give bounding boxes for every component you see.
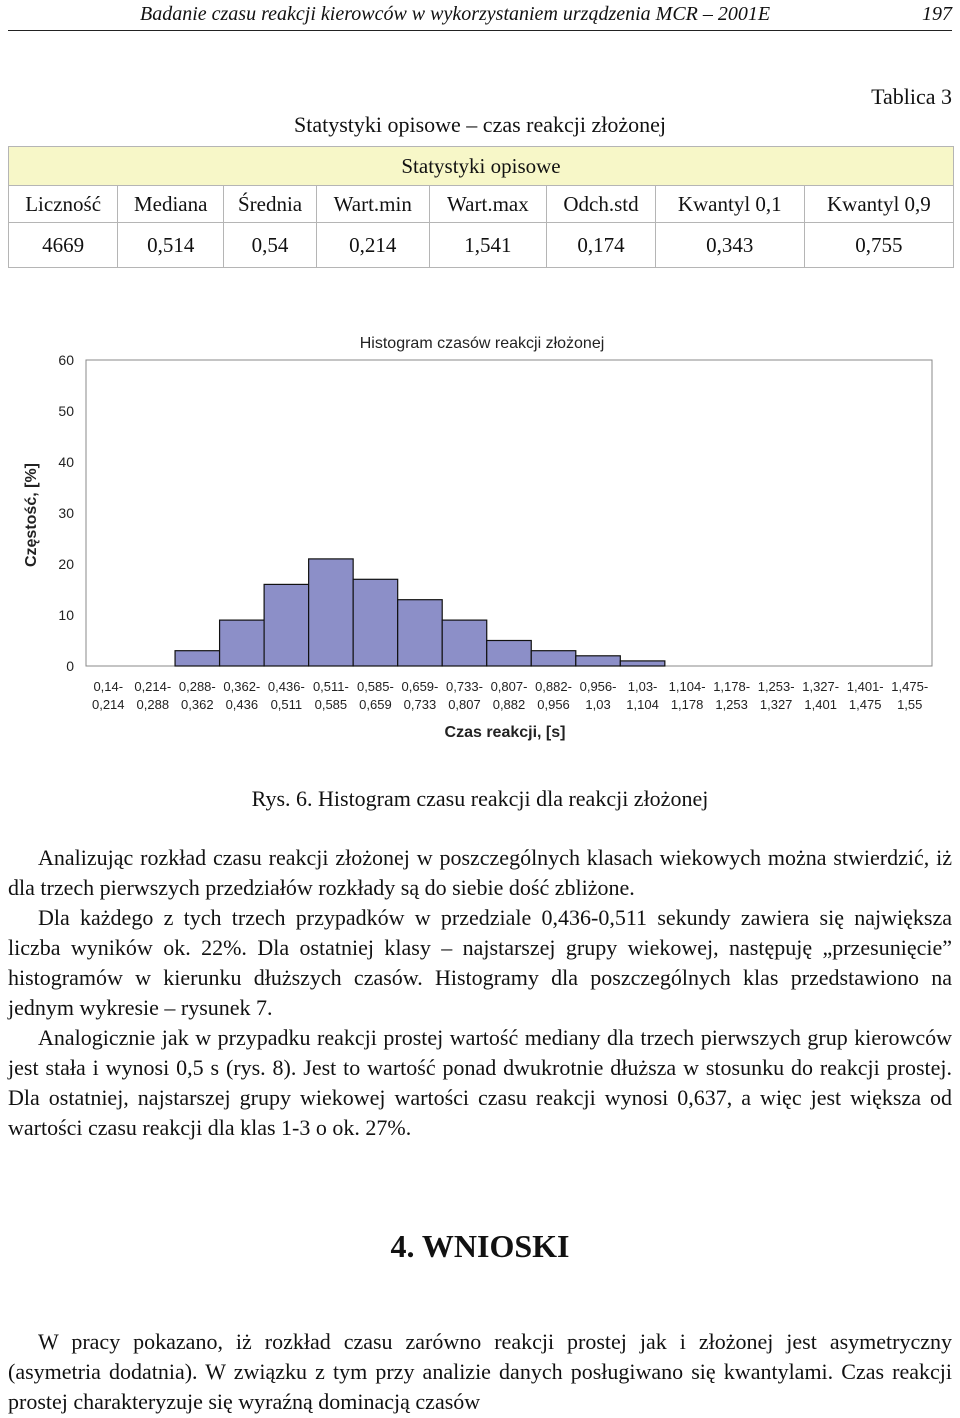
x-tick-label: 1,401 bbox=[804, 697, 837, 712]
x-axis-label: Czas reakcji, [s] bbox=[444, 724, 566, 741]
table-value-cell: 0,755 bbox=[804, 223, 953, 268]
x-tick-label: 1,104- bbox=[668, 679, 706, 694]
y-axis-label: Częstość, [%] bbox=[23, 462, 40, 568]
table-value-cell: 0,514 bbox=[118, 223, 224, 268]
x-tick-label: 0,733- bbox=[446, 679, 483, 694]
section-heading: 4. WNIOSKI bbox=[390, 1228, 570, 1264]
paragraph: Analizując rozkład czasu reakcji złożonej w poszczególnych klasach wiekowych można stwierdzić, iż dla trzech pierwszych przedziałów rozkłady są do siebie dość zbliżone. bbox=[8, 845, 952, 900]
x-tick-label: 0,585- bbox=[356, 679, 394, 694]
chart-title: Histogram czasów reakcji złożonej bbox=[359, 335, 605, 352]
figure-caption: Rys. 6. Histogram czasu reakcji dla reakcji złożonej bbox=[251, 786, 709, 811]
table-header-cell: Odch.std bbox=[547, 186, 655, 223]
x-tick-label: 1,55 bbox=[897, 697, 923, 712]
table-header-cell: Mediana bbox=[118, 186, 224, 223]
x-tick-label: 0,882- bbox=[535, 679, 572, 694]
table-header-cell: Kwantyl 0,1 bbox=[655, 186, 804, 223]
x-tick-label: 1,104 bbox=[626, 697, 659, 712]
x-tick-label: 1,178 bbox=[670, 697, 704, 712]
x-tick-label: 0,214- bbox=[134, 679, 172, 694]
paragraph: W pracy pokazano, iż rozkład czasu zarówno reakcji prostej jak i złożonej jest asymetryczny (asymetria dodatnia). W związku z tym przy analizie danych posługiwano się kwantylami. Czas reakcji prostej charakteryzuje się wyraźną dominacją czasów bbox=[8, 1329, 952, 1414]
table-label: Tablica 3 bbox=[871, 84, 952, 109]
histogram-bar bbox=[309, 559, 354, 666]
table-row bbox=[9, 223, 954, 268]
paragraph: Dla każdego z tych trzech przypadków w przedziale 0,436-0,511 sekundy zawiera się największa liczba wyników ok. 22%. Dla ostatniej klasy – najstarszej grupy wiekowej, następuję „przesunięcie” histogramów w kierunku dłuższych czasów. Histogramy dla poszczególnych klas przedstawiono na jednym wykresie – rysunek 7. bbox=[8, 905, 952, 1020]
x-tick-label: 0,436 bbox=[225, 697, 259, 712]
histogram-bar bbox=[398, 600, 443, 666]
y-tick-label: 20 bbox=[58, 556, 74, 572]
x-tick-label: 1,475- bbox=[891, 679, 929, 694]
histogram-bar bbox=[175, 651, 220, 666]
plot-frame bbox=[86, 360, 932, 666]
table-group-row bbox=[9, 147, 954, 186]
histogram-bar bbox=[264, 584, 309, 666]
x-tick-label: 0,362 bbox=[181, 697, 214, 712]
histogram-bar bbox=[487, 641, 532, 667]
x-tick-label: 0,511 bbox=[270, 697, 303, 712]
y-tick-label: 50 bbox=[58, 403, 74, 419]
histogram-bar bbox=[442, 620, 487, 666]
table-title: Statystyki opisowe – czas reakcji złożonej bbox=[293, 112, 667, 137]
x-tick-label: 0,956- bbox=[579, 679, 617, 694]
table-value-cell: 0,214 bbox=[316, 223, 429, 268]
paragraph: Analogicznie jak w przypadku reakcji prostej wartość mediany dla trzech pierwszych grup kierowców jest stała i wynosi 0,5 s (rys. 8). Jest to wartość ponad dwukrotnie dłuższa w stosunku do reakcji prostej. Dla ostatniej, najstarszej grupy wiekowej wartości czasu reakcji wynosi 0,637, a więc jest większa od wartości czasu reakcji dla klas 1-3 o ok. 27%. bbox=[8, 1025, 952, 1140]
x-tick-label: 1,401- bbox=[846, 679, 884, 694]
histogram-bar bbox=[531, 651, 576, 666]
table-value-cell: 4669 bbox=[9, 223, 118, 268]
x-tick-label: 0,436- bbox=[267, 679, 305, 694]
x-tick-label: 1,475 bbox=[848, 697, 882, 712]
table-header-cell: Wart.min bbox=[316, 186, 429, 223]
x-tick-label: 0,14- bbox=[93, 679, 124, 694]
histogram-bar bbox=[353, 579, 398, 666]
x-tick-label: 1,178- bbox=[713, 679, 751, 694]
conclusion-text bbox=[8, 1327, 952, 1417]
table-header-row bbox=[9, 186, 954, 223]
y-tick-label: 0 bbox=[66, 658, 74, 674]
x-tick-label: 0,585 bbox=[314, 697, 348, 712]
page-number: 197 bbox=[922, 3, 952, 25]
table-group-header: Statystyki opisowe bbox=[9, 147, 954, 186]
x-tick-label: 1,03- bbox=[627, 679, 658, 694]
histogram-bar bbox=[220, 620, 265, 666]
x-tick-label: 1,253- bbox=[757, 679, 795, 694]
y-tick-label: 10 bbox=[58, 607, 74, 623]
stats-table bbox=[8, 146, 954, 268]
y-tick-label: 60 bbox=[58, 352, 74, 368]
x-tick-label: 0,882 bbox=[492, 697, 526, 712]
x-tick-label: 0,511- bbox=[312, 679, 349, 694]
x-tick-label: 0,214 bbox=[91, 697, 125, 712]
body-text bbox=[8, 843, 952, 1143]
y-tick-label: 40 bbox=[58, 454, 74, 470]
running-head-title: Badanie czasu reakcji kierowców w wykorzystaniem urządzenia MCR – 2001E bbox=[140, 3, 771, 25]
table-value-cell: 0,174 bbox=[547, 223, 655, 268]
table-header-cell: Wart.max bbox=[429, 186, 547, 223]
x-tick-label: 0,288- bbox=[178, 679, 216, 694]
x-tick-label: 0,733 bbox=[403, 697, 437, 712]
y-tick-label: 30 bbox=[58, 505, 74, 521]
histogram-bar bbox=[620, 661, 665, 666]
header-rule bbox=[8, 30, 952, 31]
x-tick-label: 0,807- bbox=[490, 679, 528, 694]
table-value-cell: 1,541 bbox=[429, 223, 547, 268]
x-tick-label: 0,288 bbox=[136, 697, 170, 712]
histogram-bar bbox=[576, 656, 621, 666]
x-tick-label: 1,327 bbox=[759, 697, 793, 712]
table-value-cell: 0,54 bbox=[224, 223, 317, 268]
x-tick-label: 0,659 bbox=[359, 697, 392, 712]
x-tick-label: 1,03 bbox=[585, 697, 611, 712]
x-tick-label: 1,327- bbox=[802, 679, 840, 694]
running-head bbox=[0, 0, 960, 34]
table-value-cell: 0,343 bbox=[655, 223, 804, 268]
x-tick-label: 0,659- bbox=[401, 679, 439, 694]
x-tick-label: 0,362- bbox=[223, 679, 261, 694]
table-header-cell: Liczność bbox=[9, 186, 118, 223]
table-header-cell: Średnia bbox=[224, 186, 317, 223]
histogram-chart bbox=[0, 320, 960, 760]
x-tick-label: 0,956 bbox=[537, 697, 570, 712]
table-header-cell: Kwantyl 0,9 bbox=[804, 186, 953, 223]
x-tick-label: 1,253 bbox=[715, 697, 748, 712]
x-tick-label: 0,807 bbox=[448, 697, 481, 712]
